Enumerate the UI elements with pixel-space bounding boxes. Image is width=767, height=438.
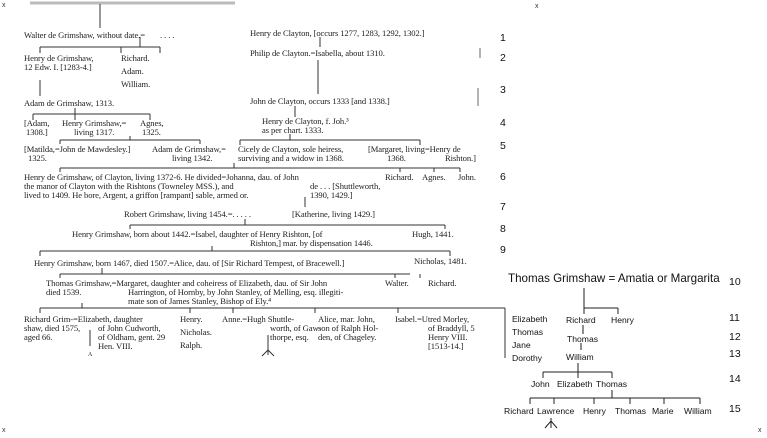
pedigree-text: Nicholas. [180, 327, 212, 337]
annotation-person: Henry [611, 315, 634, 325]
pedigree-text: A [88, 352, 93, 358]
pedigree-text: of Braddyll, 5 [428, 323, 475, 333]
pedigree-text: Richard Grim-=Elizabeth, daughter [24, 314, 143, 324]
pedigree-text: Rishton.] [445, 153, 476, 163]
pedigree-text: Henry de Clayton, [occurs 1277, 1283, 1292, 1302.] [250, 28, 425, 38]
pedigree-text: Henry Grimshaw, born 1467, died 1507.=Alice, dau. of [Sir Richard Tempest, of Bracewell.] [34, 258, 345, 268]
pedigree-text: lived to 1409. He bore, Argent, a griffon [rampant] sable, armed or. [24, 190, 249, 200]
pedigree-text: Alice, mar. John, [318, 314, 375, 324]
pedigree-text: Isabel.=Utred Morley, [395, 314, 470, 324]
pedigree-text: Agnes, [140, 118, 164, 128]
pedigree-text: Agnes. [422, 172, 446, 182]
row-number: 5 [500, 140, 506, 152]
annotation-person: Richard [504, 406, 534, 416]
pedigree-text: surviving and a widow in 1368. [238, 153, 344, 163]
pedigree-text: Hen. VIII. [98, 341, 133, 351]
annotation-person: Elizabeth [557, 379, 593, 389]
pedigree-text: John. [458, 172, 476, 182]
pedigree-text: Henry de Grimshaw, of Clayton, living 1372-6. He divided=Johanna, dau. of John [24, 172, 299, 182]
pedigree-text: John de Clayton, occurs 1333 [and 1338.] [250, 96, 390, 106]
pedigree-text: living 1317. [74, 127, 115, 137]
annotation-person: Thomas [596, 379, 628, 389]
pedigree-text: Cicely de Clayton, sole heiress, [238, 144, 344, 154]
pedigree-text: Ralph. [180, 340, 203, 350]
pedigree-text: thorpe, esq. [270, 332, 309, 342]
pedigree-text: den, of Chageley. [318, 332, 377, 342]
pedigree-text: . . . . [160, 30, 175, 40]
pedigree-text: 1325. [142, 127, 161, 137]
row-number: 3 [500, 84, 506, 96]
pedigree-text: of John Cudworth, [98, 323, 161, 333]
annotation-daughter: Thomas [512, 327, 544, 337]
corner-mark: x [2, 2, 6, 9]
pedigree-text: 1368. [387, 153, 406, 163]
pedigree-text: living 1342. [172, 153, 213, 163]
row-number: 6 [500, 171, 506, 183]
annotation-person: Thomas [567, 334, 599, 344]
pedigree-text: Henry de Grimshaw, [24, 53, 94, 63]
row-number: 15 [729, 403, 741, 415]
pedigree-text: Henry de Clayton, f. Joh.³ [262, 116, 349, 126]
annotation-person: William [684, 406, 712, 416]
pedigree-text: [Katherine, living 1429.] [292, 209, 375, 219]
pedigree-text: Thomas Grimshaw,=Margaret, daughter and coheiress of Elizabeth, dau. of Sir John [46, 278, 328, 288]
row-number: 13 [729, 348, 741, 360]
annotation-person: Henry [583, 406, 606, 416]
pedigree-text: Richard. [121, 53, 150, 63]
pedigree-text: Henry VIII. [428, 332, 468, 342]
annotation-daughter: Dorothy [512, 353, 543, 363]
pedigree-text: Henry Grimshaw, born about 1442.=Isabel, daughter of Henry Rishton, [of [72, 229, 323, 239]
pedigree-text: Rishton,] mar. by dispensation 1446. [250, 238, 373, 248]
row-number: 11 [729, 312, 740, 324]
corner-mark: x [758, 427, 762, 434]
row-number: 14 [729, 373, 741, 385]
pedigree-text: the manor of Clayton with the Rishtons (Towneley MSS.), and [24, 181, 234, 191]
pedigree-text: aged 66. [24, 332, 53, 342]
row-number: 7 [500, 201, 506, 213]
annotation-person: Thomas [615, 406, 647, 416]
pedigree-text: 1308.] [26, 127, 48, 137]
pedigree-text: 1390, 1429.] [310, 190, 353, 200]
pedigree-text: Philip de Clayton.=Isabella, about 1310. [250, 48, 385, 58]
corner-mark: x [2, 427, 6, 434]
annotation-person: Marie [652, 406, 674, 416]
pedigree-text: [1513-14.] [428, 341, 464, 351]
pedigree-text: [Adam, [24, 118, 50, 128]
pedigree-text: Harrington, of Hornby, by John Stanley, of Melling, esq. illegiti- [128, 287, 344, 297]
annotation-person: Lawrence [537, 406, 575, 416]
pedigree-text: Henry Grimshaw,= [62, 118, 127, 128]
pedigree-text: Adam. [121, 66, 144, 76]
row-number: 12 [729, 331, 741, 343]
annotation-person: William [566, 352, 594, 362]
row-number: 1 [500, 32, 506, 44]
row-number: 9 [500, 244, 506, 256]
annotation-title: Thomas Grimshaw = Amatia or Margarita [508, 272, 720, 285]
pedigree-text: Nicholas, 1481. [414, 256, 467, 266]
pedigree-text: Richard. [385, 172, 414, 182]
pedigree-text: Hugh, 1441. [412, 229, 454, 239]
pedigree-text: [Margaret, living=Henry de [368, 144, 461, 154]
pedigree-text: [Matilda,=John de Mawdesley.] [24, 144, 131, 154]
annotation-person: Richard [566, 315, 596, 325]
pedigree-text: Robert Grimshaw, living 1454.=. . . . . [124, 209, 251, 219]
pedigree-text: William. [121, 79, 151, 89]
pedigree-text: Walter de Grimshaw, without date.= [24, 30, 145, 40]
row-number: 8 [500, 223, 506, 235]
row-number: 4 [500, 117, 506, 129]
pedigree-text: of Oldham, gent. 29 [98, 332, 166, 342]
row-number: 2 [500, 52, 506, 64]
row-number: 10 [729, 276, 741, 288]
pedigree-text: mate son of James Stanley, Bishop of Ely.⁴ [128, 296, 272, 306]
pedigree-text: 12 Edw. I. [1283-4.] [24, 62, 92, 72]
pedigree-text: Anne.=Hugh Shuttle- [222, 314, 295, 324]
pedigree-text: de . . . [Shuttleworth, [310, 181, 381, 191]
pedigree-text: Richard. [428, 278, 457, 288]
annotation-person: John [531, 379, 550, 389]
corner-mark: x [535, 3, 539, 10]
annotation-daughter: Elizabeth [512, 314, 548, 324]
pedigree-text: son of Ralph Hol- [318, 323, 379, 333]
pedigree-text: died 1539. [46, 287, 82, 297]
annotation-daughter: Jane [512, 340, 531, 350]
pedigree-text: Walter. [385, 278, 409, 288]
pedigree-text: Henry. [180, 314, 203, 324]
pedigree-text: as per chart. 1333. [262, 125, 324, 135]
pedigree-text: Adam de Grimshaw,= [152, 144, 226, 154]
pedigree-text: Adam de Grimshaw, 1313. [24, 98, 114, 108]
pedigree-text: 1325. [28, 153, 47, 163]
pedigree-text: shaw, died 1575, [24, 323, 81, 333]
pedigree-text: worth, of Gaw- [270, 323, 322, 333]
